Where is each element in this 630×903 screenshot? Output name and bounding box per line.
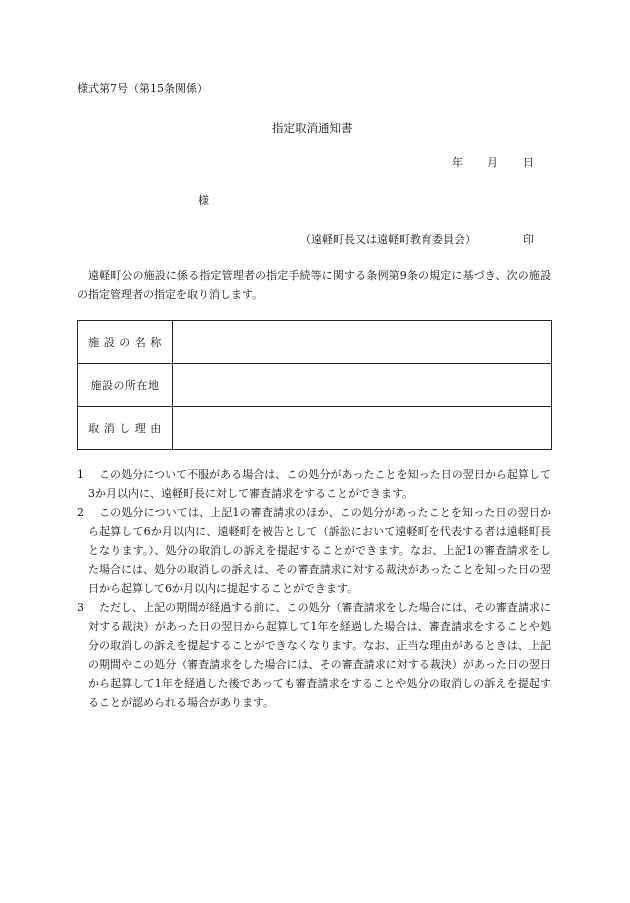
table-row (78, 407, 552, 450)
seal-mark: 印 (523, 233, 534, 246)
list-item (77, 503, 551, 598)
facility-name-value (173, 321, 552, 364)
date-day-label: 日 (523, 156, 534, 169)
note-number: 2 (77, 506, 84, 519)
note-text: ただし、上記の期間が経過する前に、この処分（審査請求をした場合には、その審査請求に対する裁決）があった日の翌日から起算して1年を経過した場合は、審査請求をすることや処分の取消しの訴えを提起することができなくなります。なお、正当な理由があるときは、上記の期間やこの処分（審査請求をした場合には、その審査請求に対する裁決）があった日の翌日から起算して1年を経過した後であっても審査請求をすることや処分の取消しの訴えを提起することが認められる場合があります。 (88, 601, 551, 709)
revocation-reason-value (173, 407, 552, 450)
facility-name-label: 施 設 の 名 称 (78, 321, 173, 364)
note-number: 3 (77, 601, 84, 614)
note-number: 1 (77, 468, 84, 481)
notes-list (77, 465, 551, 712)
issuer-name: （遠軽町長又は遠軽町教育委員会） (300, 233, 476, 246)
notice-body: 遠軽町公の施設に係る指定管理者の指定手続等に関する条例第9条の規定に基づき、次の施設の指定管理者の指定を取り消します。 (77, 269, 551, 301)
form-number: 様式第7号（第15条関係） (77, 82, 208, 95)
list-item (77, 465, 551, 503)
table-row (78, 364, 552, 407)
document-title: 指定取消通知書 (272, 121, 353, 135)
revocation-reason-label: 取 消 し 理 由 (78, 407, 173, 450)
facility-table (77, 320, 552, 450)
note-text: この処分について不服がある場合は、この処分があったことを知った日の翌日から起算して3か月以内に、遠軽町長に対して審査請求をすることができます。 (88, 468, 551, 500)
date-month-label: 月 (487, 156, 498, 169)
note-text: この処分については、上記1の審査請求のほか、この処分があったことを知った日の翌日から起算して6か月以内に、遠軽町を被告として（訴訟において遠軽町を代表する者は遠軽町長となります。）、処分の取消しの訴えを提起することができます。なお、上記1の審査請求をした場合には、処分の取消しの訴えは、その審査請求に対する裁決があったことを知った日の翌日から起算して6か月以内に提起することができます。 (88, 506, 551, 595)
recipient-suffix: 様 (198, 194, 209, 207)
facility-location-value (173, 364, 552, 407)
table-row (78, 321, 552, 364)
date-year-label: 年 (452, 156, 463, 169)
facility-location-label: 施設の所在地 (78, 364, 173, 407)
list-item (77, 598, 551, 712)
